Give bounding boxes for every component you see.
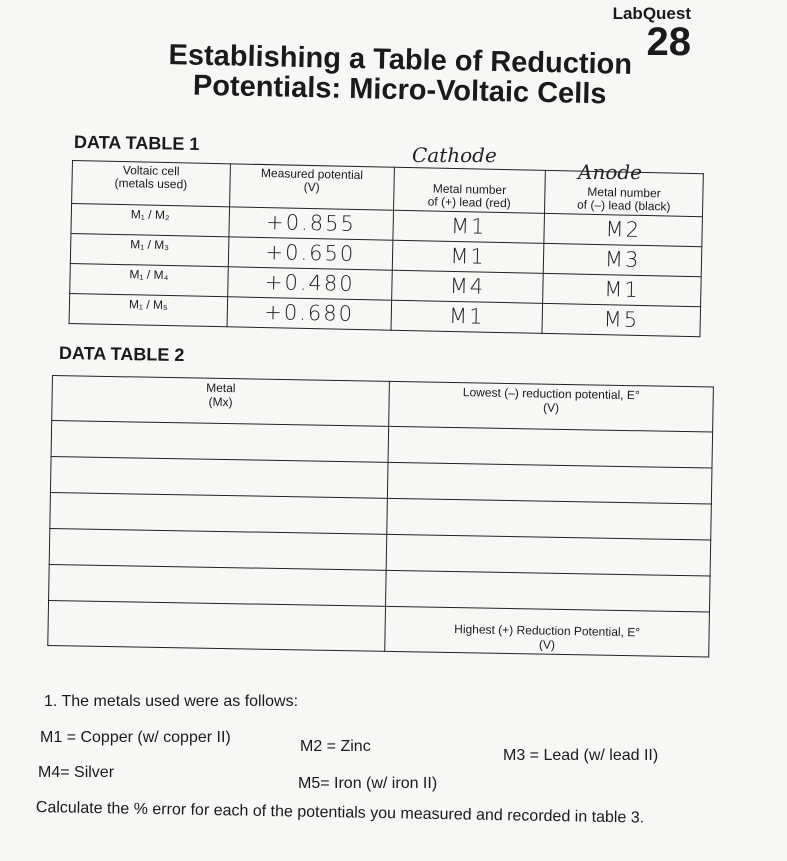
table-cell	[388, 426, 712, 468]
table-cell	[51, 421, 389, 463]
calculate-instruction: Calculate the % error for each of the potentials you measured and recorded in table 3.	[35, 799, 645, 827]
table-cell	[48, 600, 386, 651]
table-cell	[386, 570, 710, 612]
data-table-1	[69, 160, 704, 337]
table1-header-cell: Metal number of (+) lead (red)	[393, 167, 545, 213]
table-cell: M₁ / M₅	[69, 293, 227, 326]
table1-header-cell: Voltaic cell (metals used)	[72, 161, 231, 207]
metal-m2: M2 = Zinc	[300, 738, 371, 755]
data-table-2	[47, 375, 714, 658]
table-cell: M1	[393, 210, 545, 243]
table-cell: +0.650	[228, 237, 393, 270]
table2-header-cell: Lowest (–) reduction potential, E° (V)	[389, 381, 714, 432]
table-cell: M4	[391, 270, 543, 303]
table-cell: M1	[543, 273, 701, 306]
table-cell: M2	[544, 213, 702, 246]
table1-header-cell: Measured potential (V)	[229, 164, 394, 210]
table2-header-cell: Metal (Mx)	[52, 376, 390, 427]
table2-footer-cell: Highest (+) Reduction Potential, E° (V)	[385, 606, 710, 657]
table-cell	[49, 564, 387, 606]
title-line-2: Potentials: Micro-Voltaic Cells	[192, 70, 607, 111]
question-1: 1. The metals used were as follows:	[44, 693, 299, 710]
table-cell	[50, 492, 388, 534]
table-cell	[388, 462, 712, 504]
table-cell	[386, 534, 710, 576]
table-cell	[387, 498, 711, 540]
metal-m3: M3 = Lead (w/ lead II)	[503, 747, 659, 764]
table-cell: M₁ / M₂	[71, 204, 229, 237]
handwritten-cathode: Cathode	[412, 143, 497, 167]
title-line-1: Establishing a Table of Reduction	[168, 39, 633, 81]
table-cell	[50, 456, 388, 498]
table-cell	[49, 528, 387, 570]
table-cell: +0.480	[227, 267, 392, 300]
table-cell: M1	[391, 300, 543, 333]
lab-number: 28	[646, 20, 691, 64]
table-cell: M₁ / M₃	[70, 233, 228, 266]
data-table-2-label: DATA TABLE 2	[58, 342, 185, 366]
table-cell: M5	[542, 303, 700, 336]
table-cell: +0.855	[229, 207, 394, 240]
table-cell: M₁ / M₄	[70, 263, 228, 296]
table1-header-cell: Metal number of (–) lead (black)	[545, 170, 704, 216]
data-table-1-label: DATA TABLE 1	[73, 131, 200, 155]
table-cell: +0.680	[227, 297, 392, 330]
metal-m1: M1 = Copper (w/ copper II)	[40, 729, 231, 746]
handwritten-anode: Anode	[578, 160, 643, 184]
metal-m5: M5= Iron (w/ iron II)	[298, 775, 438, 792]
table-cell: M1	[392, 240, 544, 273]
metal-m4: M4= Silver	[38, 764, 115, 781]
table-cell: M3	[543, 243, 701, 276]
lab-label: LabQuest	[612, 4, 691, 23]
page-title	[139, 40, 660, 112]
